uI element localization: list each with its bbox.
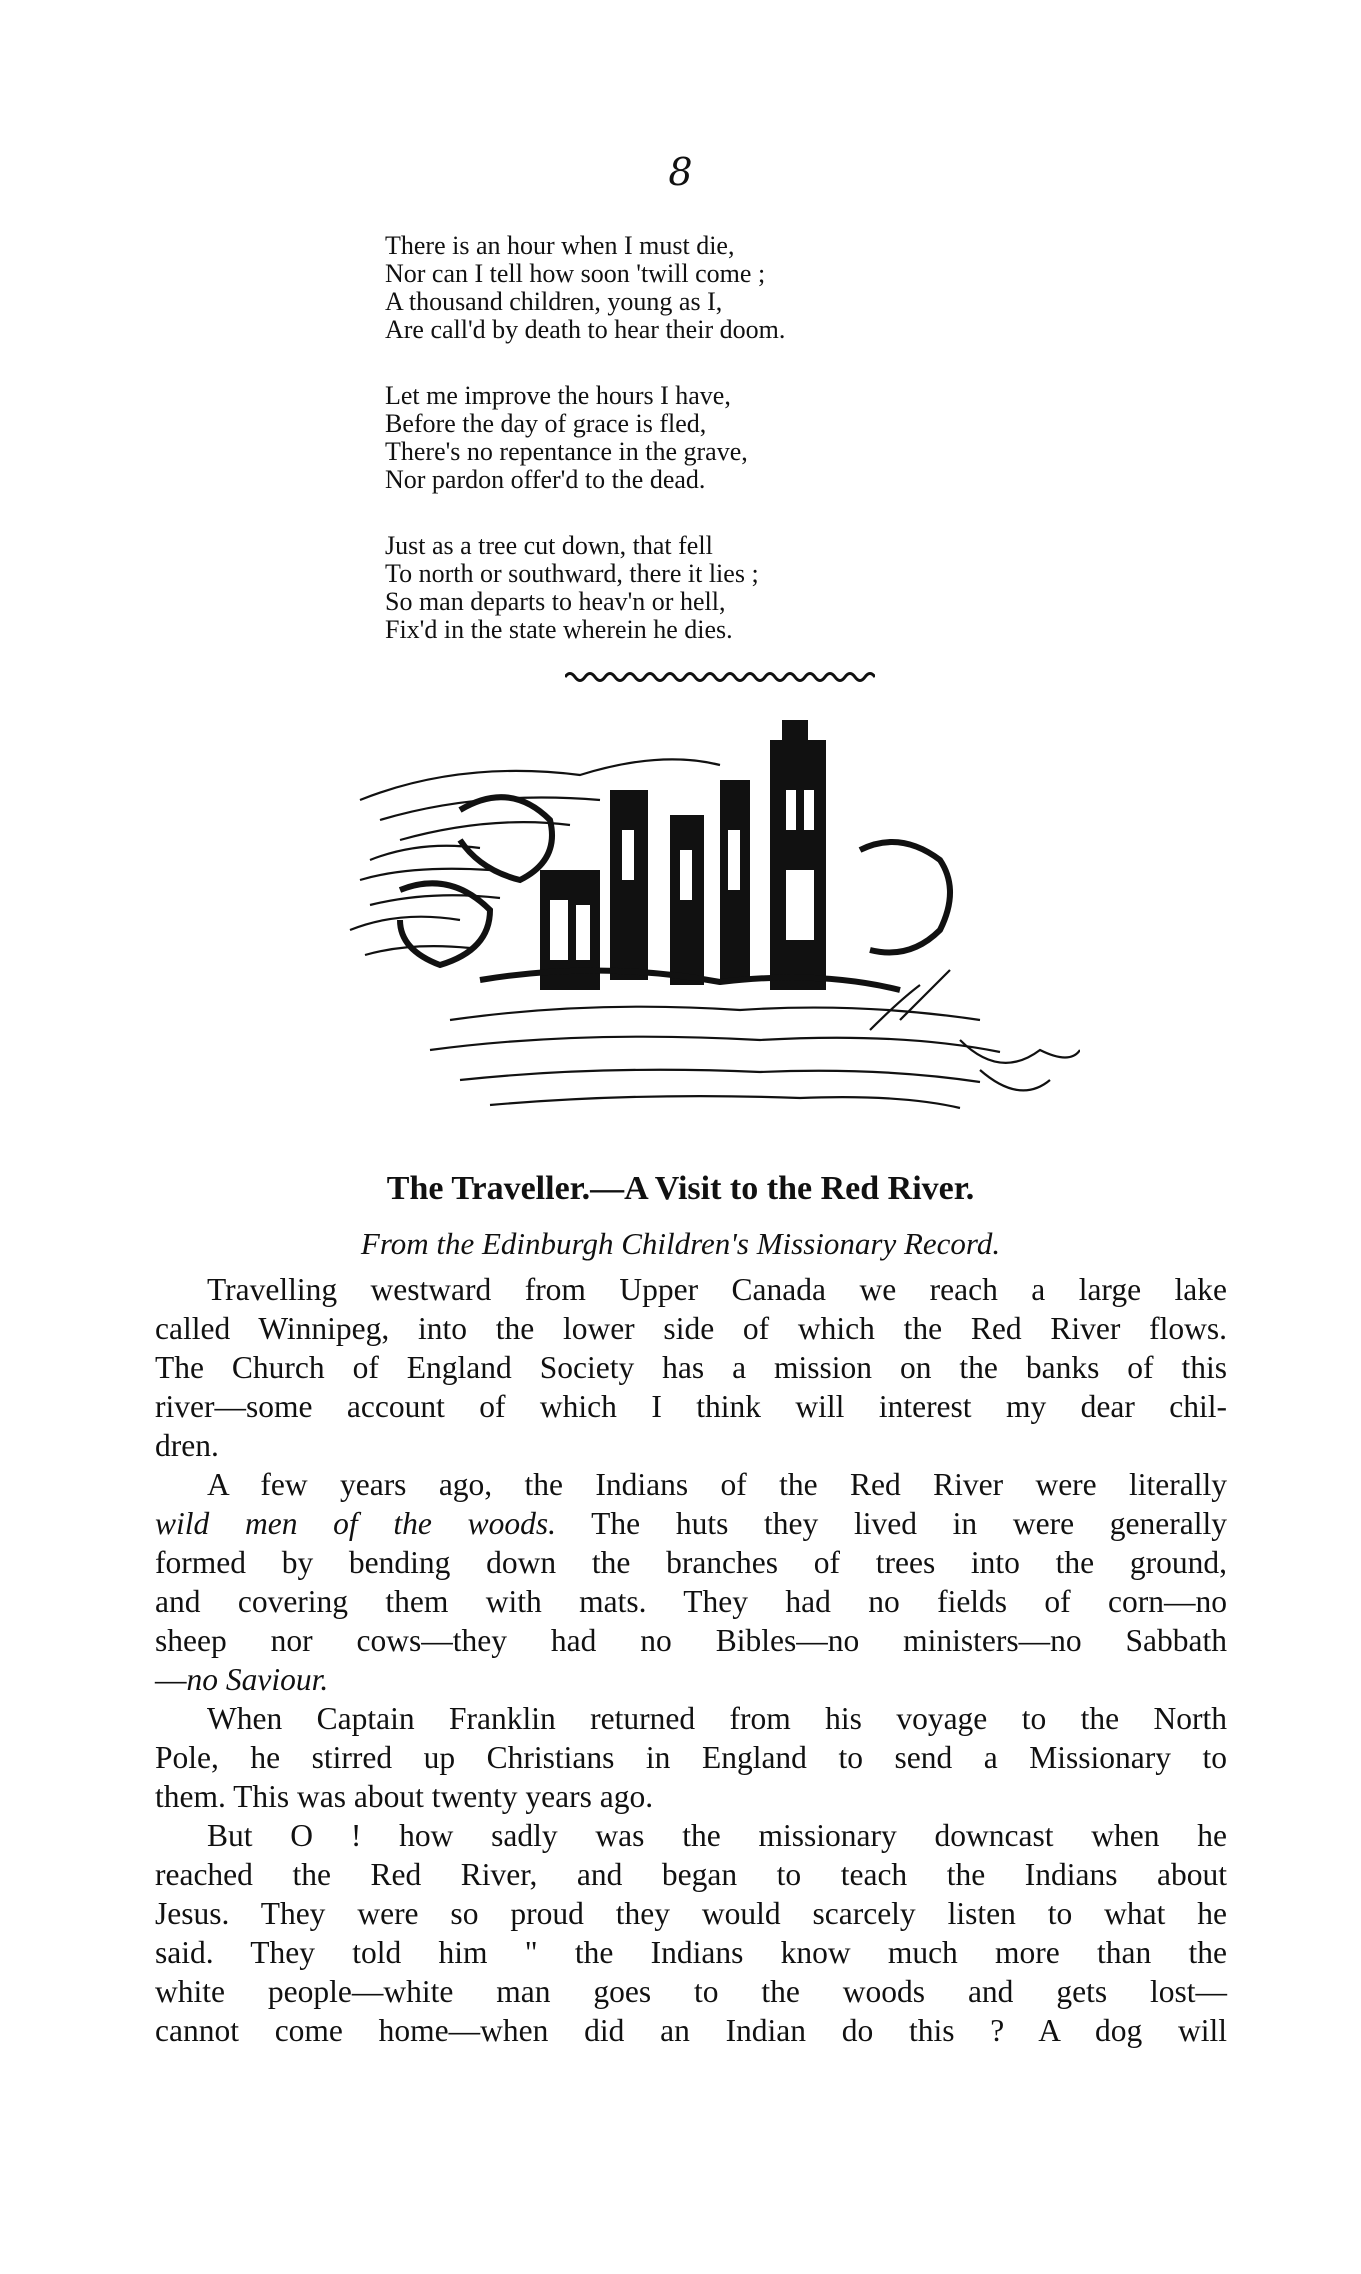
article-source: From the Edinburgh Children's Missionary Record. xyxy=(360,1226,1001,1261)
paragraph-1 xyxy=(155,1270,1227,1465)
castle-ruin-engraving xyxy=(340,720,1080,1120)
poem-line: Nor can I tell how soon 'twill come ; xyxy=(385,259,766,288)
text-line: said. They told him " the Indians know much more than the xyxy=(155,1935,1227,1970)
poem-line: Before the day of grace is fled, xyxy=(385,409,707,438)
italic-phrase: no Saviour. xyxy=(186,1662,329,1697)
text-line xyxy=(155,1660,1227,1699)
text-line: Jesus. They were so proud they would scarcely listen to what he xyxy=(155,1896,1227,1931)
poem-stanza-2 xyxy=(385,382,985,494)
poem-line: Fix'd in the state wherein he dies. xyxy=(385,615,733,644)
text-line: river—some account of which I think will interest my dear chil- xyxy=(155,1389,1227,1424)
poem-line: A thousand children, young as I, xyxy=(385,287,723,316)
wavy-divider xyxy=(565,668,875,682)
page-number: 8 xyxy=(668,150,693,194)
poem-line: To north or southward, there it lies ; xyxy=(385,559,759,588)
paragraph-2 xyxy=(155,1465,1227,1699)
text-line: and covering them with mats. They had no fields of corn—no xyxy=(155,1584,1227,1619)
poem xyxy=(385,232,985,682)
poem-line: Let me improve the hours I have, xyxy=(385,381,731,410)
paragraph-4 xyxy=(155,1816,1227,2050)
text-line: dren. xyxy=(155,1428,219,1463)
text-line: A few years ago, the Indians of the Red River were literally xyxy=(207,1467,1227,1502)
article-body xyxy=(155,1270,1227,2050)
article-title: The Traveller.—A Visit to the Red River. xyxy=(386,1170,975,1207)
italic-phrase: wild men of the woods. xyxy=(155,1506,556,1541)
paragraph-3 xyxy=(155,1699,1227,1816)
poem-line: There's no repentance in the grave, xyxy=(385,437,748,466)
poem-stanza-3 xyxy=(385,532,985,644)
text-line: Pole, he stirred up Christians in England to send a Missionary to xyxy=(155,1740,1227,1775)
text-line: cannot come home—when did an Indian do this ? A dog will xyxy=(155,2013,1227,2048)
poem-line: Just as a tree cut down, that fell xyxy=(385,531,713,560)
text-line: them. This was about twenty years ago. xyxy=(155,1779,654,1814)
text-line: reached the Red River, and began to teach the Indians about xyxy=(155,1857,1227,1892)
poem-line: Nor pardon offer'd to the dead. xyxy=(385,465,706,494)
text-run: — xyxy=(155,1662,187,1697)
text-line: sheep nor cows—they had no Bibles—no ministers—no Sabbath xyxy=(155,1623,1227,1658)
poem-line: There is an hour when I must die, xyxy=(385,231,735,260)
text-line: The Church of England Society has a mission on the banks of this xyxy=(155,1350,1227,1385)
text-line: Travelling westward from Upper Canada we reach a large lake xyxy=(207,1272,1227,1307)
text-line xyxy=(155,1504,1227,1543)
text-line: called Winnipeg, into the lower side of which the Red River flows. xyxy=(155,1311,1227,1346)
text-run: The huts they lived in were generally xyxy=(555,1506,1227,1541)
poem-line: So man departs to heav'n or hell, xyxy=(385,587,726,616)
text-line: formed by bending down the branches of trees into the ground, xyxy=(155,1545,1227,1580)
poem-stanza-1 xyxy=(385,232,985,344)
text-line: white people—white man goes to the woods and gets lost— xyxy=(155,1974,1227,2009)
text-line: But O ! how sadly was the missionary downcast when he xyxy=(207,1818,1227,1853)
poem-line: Are call'd by death to hear their doom. xyxy=(385,315,786,344)
text-line: When Captain Franklin returned from his voyage to the North xyxy=(207,1701,1227,1736)
